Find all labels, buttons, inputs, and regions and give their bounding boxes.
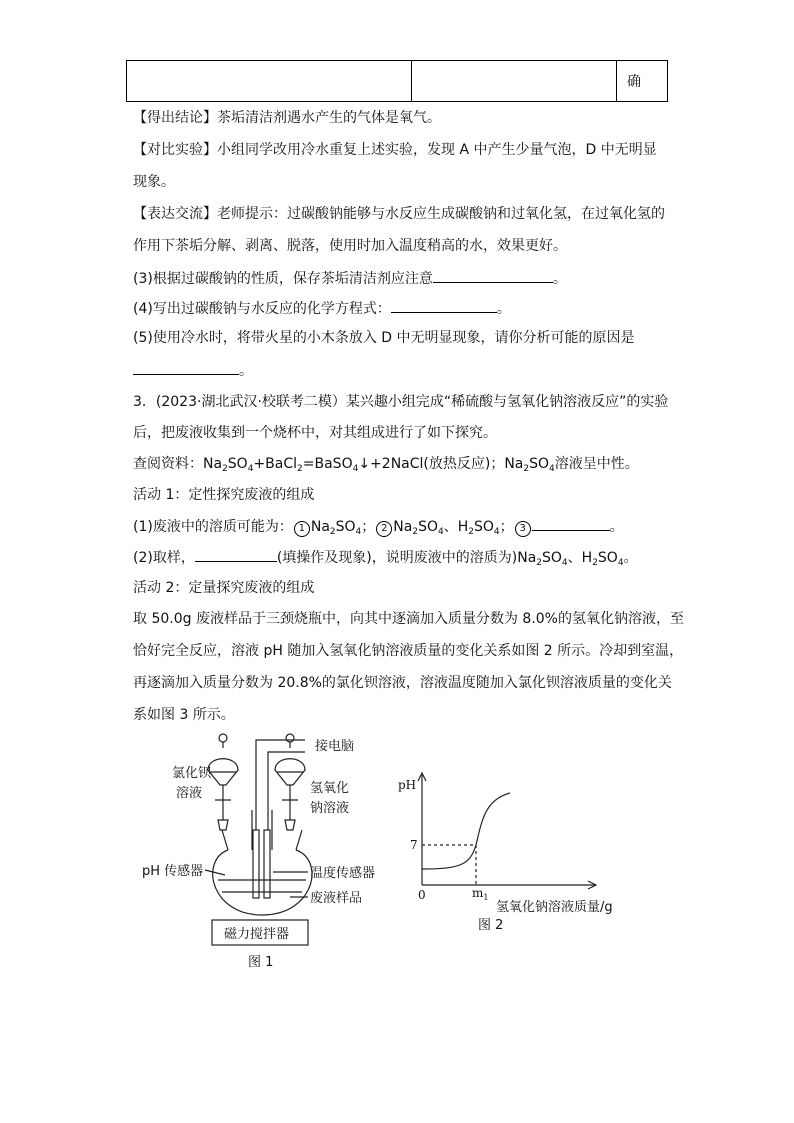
table-cell <box>127 61 412 102</box>
text-run: SO <box>418 519 438 535</box>
answer-blank[interactable] <box>133 360 239 375</box>
label-naoh: 氢氧化 <box>310 781 350 796</box>
text-run: ↓+2NaCl(放热反应)；Na <box>358 456 524 472</box>
subscript: 2 <box>592 558 598 568</box>
subscript: 2 <box>329 527 336 537</box>
question-3 <box>133 268 567 289</box>
text-run: SO <box>597 550 618 566</box>
table-row <box>127 61 668 102</box>
subscript: 4 <box>355 527 362 537</box>
text-run: 。 <box>623 550 638 566</box>
activity-2-text: 再逐滴加入质量分数为 20.8%的氯化钡溶液，溶液温度随加入氯化钡溶液质量的变化关 <box>133 675 672 691</box>
label-naoh: 钠溶液 <box>310 801 350 816</box>
text-run: SO <box>529 456 550 472</box>
question-5-cont <box>133 360 253 381</box>
discussion-line-cont: 作用下茶垢分解、剥离、脱落，使用时加入温度稍高的水，效果更好。 <box>133 238 567 254</box>
question-4-end: 。 <box>496 301 511 317</box>
text-run: (填操作及现象)，说明废液中的溶质为)Na <box>276 550 537 566</box>
circled-number: 1 <box>294 521 310 537</box>
circled-number: 3 <box>515 521 531 537</box>
label-stirrer: 磁力搅拌器 <box>224 927 290 942</box>
label-sample: 废液样品 <box>310 891 363 906</box>
text-run: (2)取样， <box>133 550 195 566</box>
subscript: 2 <box>468 527 474 537</box>
label-temp-sensor: 温度传感器 <box>310 866 376 881</box>
text-run: ； <box>499 519 514 535</box>
text-run: 溶液呈中性。 <box>554 456 639 472</box>
x-axis-label: 氢氧化钠溶液质量/g <box>496 900 613 915</box>
reference-material <box>133 454 639 474</box>
text-run: =BaSO <box>302 456 353 472</box>
activity-2-text: 系如图 3 所示。 <box>133 707 235 723</box>
problem-3-stem: 3．(2023·湖北武汉·校联考二模）某兴趣小组完成“稀硫酸与氢氧化钠溶液反应”的实验 <box>133 394 669 410</box>
subscript: 2 <box>523 464 530 474</box>
discussion-line: 【表达交流】老师提示：过碳酸钠能够与水反应生成碳酸钠和过氧化氢，在过氧化氢的 <box>133 206 665 222</box>
origin-label: 0 <box>418 888 426 902</box>
comparison-line: 【对比实验】小组同学改用冷水重复上述实验，发现 A 中产生少量气泡，D 中无明显 <box>133 142 657 158</box>
subscript: 4 <box>617 558 624 568</box>
x-tick-label: $m_1$ <box>472 886 489 902</box>
subscript: 4 <box>352 464 359 474</box>
label-bacl2: 氯化钡 <box>172 766 212 781</box>
question-4 <box>133 298 511 319</box>
activity-1-title: 活动 1：定性探究废液的组成 <box>133 487 315 503</box>
figure-1-apparatus <box>140 730 380 975</box>
subscript: 4 <box>493 527 500 537</box>
text-run: SO <box>227 456 248 472</box>
subscript: 4 <box>247 464 254 474</box>
text-run: 。 <box>609 519 624 535</box>
subscript: 2 <box>536 558 543 568</box>
answer-blank[interactable] <box>532 516 610 531</box>
subscript: 4 <box>549 464 555 474</box>
answer-table <box>126 60 668 102</box>
text-run: 、H <box>567 550 593 566</box>
y-tick-label: 7 <box>410 838 418 852</box>
text-run: ； <box>361 519 376 535</box>
text-run: Na <box>310 519 330 535</box>
label-ph-sensor: pH 传感器 <box>142 864 204 879</box>
question-5: (5)使用冷水时，将带火星的小木条放入 D 中无明显现象，请你分析可能的原因是 <box>133 330 635 346</box>
subscript: 2 <box>222 464 228 474</box>
activity-2-text: 取 50.0g 废液样品于三颈烧瓶中，向其中逐滴加入质量分数为 8.0%的氢氧化钠溶液，至 <box>133 611 684 627</box>
label-computer: 接电脑 <box>315 739 355 754</box>
answer-blank[interactable] <box>433 268 553 283</box>
text-run: 查阅资料：Na <box>133 456 223 472</box>
text-run: Na <box>393 519 413 535</box>
answer-blank[interactable] <box>195 547 277 562</box>
text-run: SO <box>473 519 494 535</box>
figure-1-caption: 图 1 <box>248 955 274 970</box>
comparison-line-cont: 现象。 <box>133 174 175 190</box>
subscript: 2 <box>412 527 419 537</box>
activity-2-title: 活动 2：定量探究废液的组成 <box>133 580 315 596</box>
activity-1-q2 <box>133 547 638 568</box>
question-5-end: 。 <box>239 363 253 379</box>
question-3-text: (3)根据过碳酸钠的性质，保存茶垢清洁剂应注意 <box>133 271 433 287</box>
text-run: +BaCl <box>253 456 298 472</box>
text-run: SO <box>542 550 562 566</box>
circled-number: 2 <box>376 521 392 537</box>
figure-2-ph-chart <box>390 765 640 935</box>
problem-3-stem-cont: 后，把废液收集到一个烧杯中，对其组成进行了如下探究。 <box>133 425 497 441</box>
flask-icon <box>213 850 312 915</box>
question-3-end: 。 <box>552 271 567 287</box>
funnel-icon <box>208 742 238 785</box>
conclusion-line: 【得出结论】茶垢清洁剂遇水产生的气体是氧气。 <box>133 110 441 126</box>
ph-curve <box>422 793 510 869</box>
table-cell: 确 <box>617 61 668 102</box>
subscript: 2 <box>297 464 303 474</box>
text-run: (1)废液中的溶质可能为： <box>133 519 293 535</box>
funnel-icon <box>275 742 305 785</box>
text-run: SO <box>335 519 356 535</box>
activity-2-text: 恰好完全反应，溶液 pH 随加入氢氧化钠溶液质量的变化关系如图 2 所示。冷却到室温， <box>133 643 684 659</box>
label-bacl2: 溶液 <box>176 786 203 801</box>
text-run: 、H <box>443 519 469 535</box>
y-axis-label: pH <box>398 778 417 792</box>
subscript: 4 <box>437 527 444 537</box>
figure-2-caption: 图 2 <box>478 918 504 933</box>
table-cell <box>412 61 617 102</box>
question-4-text: (4)写出过碳酸钠与水反应的化学方程式： <box>133 301 391 317</box>
activity-1-q1 <box>133 516 624 537</box>
subscript: 4 <box>561 558 568 568</box>
answer-blank[interactable] <box>391 298 497 313</box>
